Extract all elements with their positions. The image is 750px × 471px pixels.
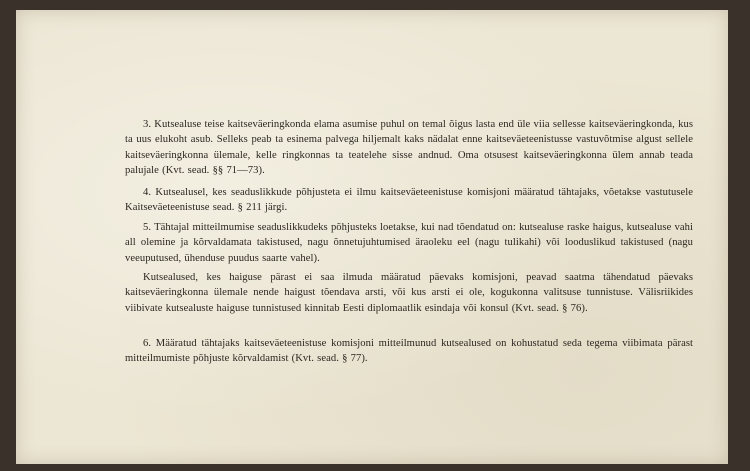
paragraph-5-lawful-reasons: 5. Tähtajal mitteilmumise seaduslikkudeks põhjusteks loetakse, kui nad tõendatud on: kutsealuse raske haigus, kutsealuse vahi all olemine ja kõrvaldamata takistused, nagu õnnetujuhtumised äraoleku eel (nagu tulikahi) või looduslikud takistused (nagu veeuputused, ühenduse puudus saarte vahel). — [125, 221, 693, 264]
paragraph-6-late-appearance: 6. Määratud tähtajaks kaitseväeteenistuse komisjoni mitteilmunud kutsealused on kohustatud seda tegema viibimata pärast mitteilmumiste põhjuste kõrvaldamist (Kvt. sead. § 77). — [125, 337, 693, 365]
paragraph-4-failure-to-appear: 4. Kutsealusel, kes seaduslikkude põhjusteta ei ilmu kaitseväeteenistuse komisjoni määratud tähtajaks, võetakse vastutusele Kaitseväeteenistuse sead. § 211 järgi. — [125, 186, 693, 214]
paragraph-3-change-of-district: 3. Kutsealuse teise kaitseväeringkonda elama asumise puhul on temal õigus lasta end üle viia sellesse kaitseväeringkonda, kus ta uus elukoht asub. Selleks peab ta esinema palvega hiljemalt kaks nädalat enne kaitseväeteenistusse vastuvõtmise algust sellele kaitseväeringkonna ülemale, kelle ringkonnas ta teatelehe sisse andnud. Oma otsusest kaitseväeringkonna ülem annab teada palujale (Kvt. sead. §§ 71—73). — [125, 118, 693, 177]
paragraph-illness-certificates: Kutsealused, kes haiguse pärast ei saa ilmuda määratud päevaks komisjoni, peavad saatma tähendatud päevaks kaitseväeringkonna ülemale nende haigust tõendava arsti, või kus arsti ei ole, kogukonna valitsuse tunnistuse. Välisriikides viibivate kutsealuste haiguse tunnistused kinnitab Eesti diplomaatlik esindaja või konsul (Kvt. sead. § 76). — [125, 271, 693, 314]
paper-sheet — [16, 10, 728, 464]
